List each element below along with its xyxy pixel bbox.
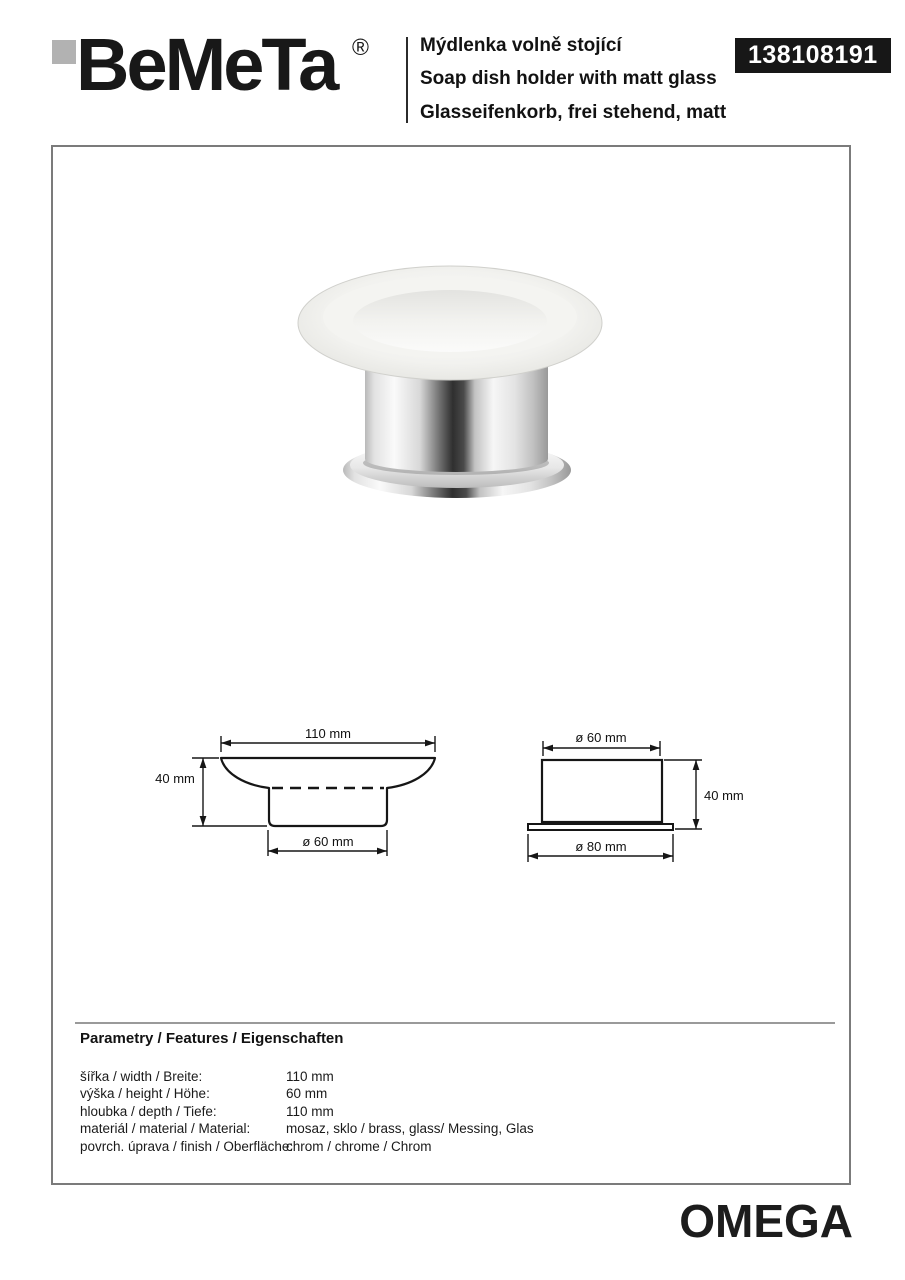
- technical-drawing-side: [505, 690, 755, 870]
- product-code-badge: 138108191: [735, 38, 891, 73]
- brand-logo-text: BeMeTa: [76, 23, 337, 106]
- photo-glass-dish: [298, 266, 602, 380]
- spec-value: 110 mm: [286, 1069, 334, 1084]
- product-title-de: Glasseifenkorb, frei stehend, matt: [420, 101, 727, 123]
- dim-front-width: 110 mm: [305, 726, 351, 741]
- registered-trademark-icon: ®: [352, 34, 369, 60]
- specs-table: [80, 1068, 534, 1155]
- product-title-en: Soap dish holder with matt glass: [420, 68, 717, 90]
- spec-label: šířka / width / Breite:: [80, 1069, 203, 1084]
- spec-label: výška / height / Höhe:: [80, 1086, 210, 1102]
- product-photo: [288, 243, 622, 505]
- dim-front-height: 40 mm: [155, 771, 195, 786]
- product-titles: [420, 29, 726, 129]
- spec-label: hloubka / depth / Tiefe:: [80, 1103, 217, 1119]
- dim-front-base: ø 60 mm: [302, 834, 354, 849]
- photo-cylinder: [365, 365, 548, 472]
- technical-drawing-front: [145, 690, 475, 870]
- spec-row-height: [80, 1085, 534, 1102]
- spec-label: povrch. úprava / finish / Oberfläche:: [80, 1138, 294, 1154]
- product-title-cs: Mýdlenka volně stojící: [420, 35, 622, 56]
- dim-side-top: ø 60 mm: [575, 730, 627, 745]
- specs-heading: Parametry / Features / Eigenschaften: [80, 1030, 344, 1047]
- section-divider: [75, 1022, 835, 1024]
- spec-value: 60 mm: [286, 1086, 328, 1102]
- spec-row-depth: [80, 1103, 534, 1120]
- spec-value: mosaz, sklo / brass, glass/ Messing, Glas: [286, 1121, 534, 1137]
- spec-value: 110 mm: [286, 1103, 334, 1119]
- spec-label: materiál / material / Material:: [80, 1121, 251, 1137]
- spec-row-material: [80, 1120, 534, 1137]
- spec-row-width: [80, 1068, 534, 1085]
- logo-square: [52, 40, 76, 64]
- dim-side-height: 40 mm: [704, 788, 744, 803]
- dim-side-base: ø 80 mm: [575, 839, 627, 854]
- spec-value: chrom / chrome / Chrom: [286, 1138, 432, 1154]
- spec-row-finish: [80, 1138, 534, 1155]
- header-divider: [406, 37, 408, 123]
- series-name: OMEGA: [679, 1195, 853, 1247]
